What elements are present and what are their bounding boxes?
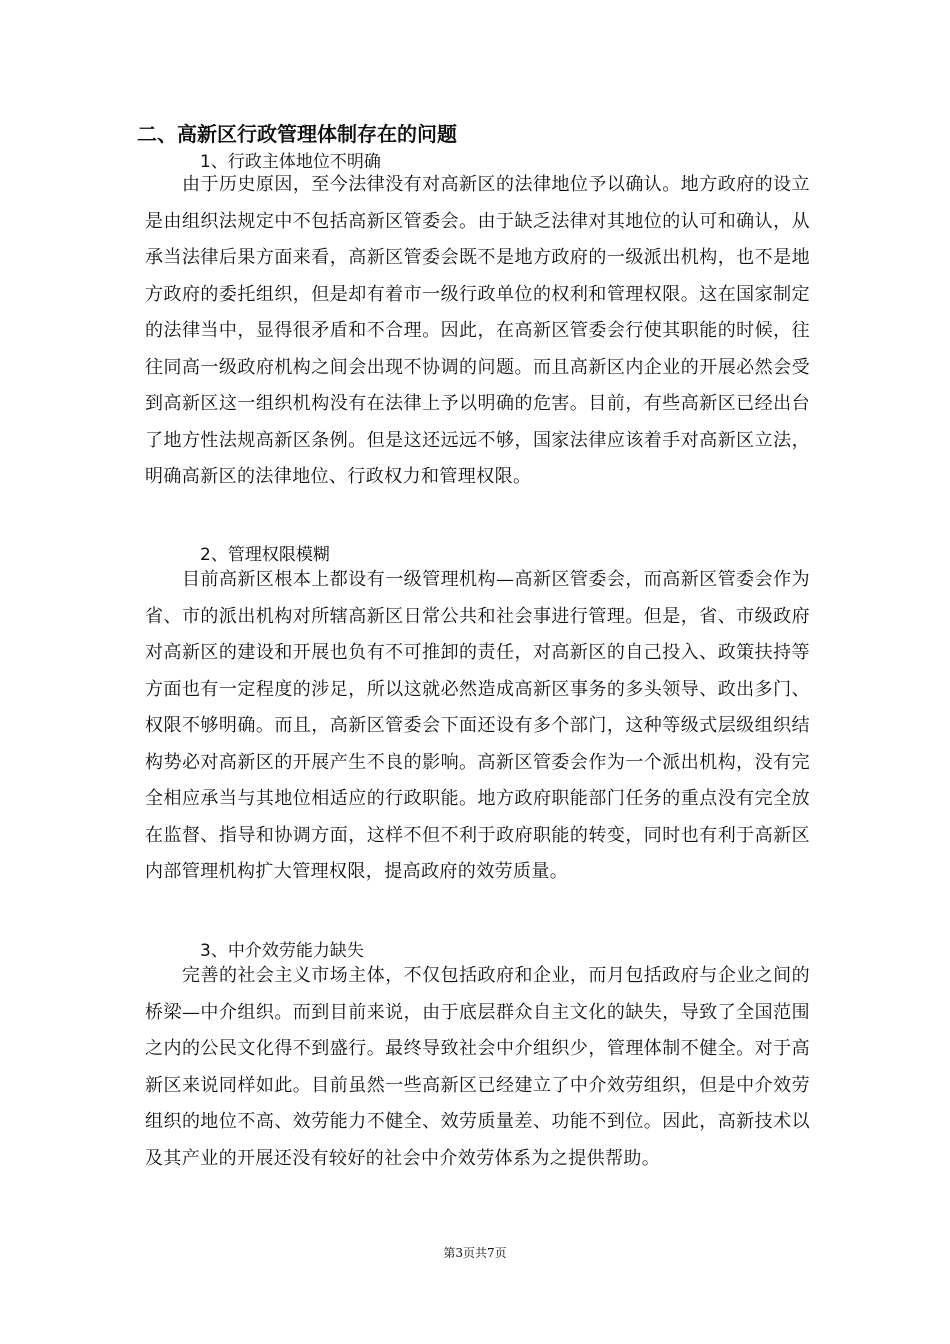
page-footer: 第3页共7页	[443, 1246, 507, 1260]
subheading-2: 2、管理权限模糊	[200, 545, 330, 565]
subheading-3: 3、中介效劳能力缺失	[200, 941, 364, 961]
paragraph-1: 由于历史原因，至今法律没有对高新区的法律地位予以确认。地方政府的设立是由组织法规定中不包括高新区管委会。由于缺乏法律对其地位的认可和确认，从承当法律后果方面来看，高新区管委会既不是地方政府的一级派出机构，也不是地方政府的委托组织，但是却有着市一级行政单位的权利和管理权限。这在国家制定的法律当中，显得很矛盾和不合理。因此，在高新区管委会行使其职能的时候，往往同高一级政府机构之间会出现不协调的问题。而且高新区内企业的开展必然会受到高新区这一组织机构没有在法律上予以明确的危害。目前，有些高新区已经出台了地方性法规高新区条例。但是这还远远不够，国家法律应该着手对高新区立法，明确高新区的法律地位、行政权力和管理权限。	[145, 174, 810, 487]
subheading-1: 1、行政主体地位不明确	[200, 152, 381, 172]
paragraph-3: 完善的社会主义市场主体，不仅包括政府和企业，而月包括政府与企业之间的桥梁—中介组织。而到目前来说，由于底层群众自主文化的缺失，导致了全国范围之内的公民文化得不到盛行。最终导致社会中介组织少，管理体制不健全。对于高新区来说同样如此。目前虽然一些高新区已经建立了中介效劳组织，但是中介效劳组织的地位不高、效劳能力不健全、效劳质量差、功能不到位。因此，高新技术以及其产业的开展还没有较好的社会中介效劳体系为之提供帮助。	[145, 965, 810, 1169]
section-heading: 二、高新区行政管理体制存在的问题	[137, 122, 457, 146]
paragraph-2: 目前高新区根本上都设有一级管理机构—高新区管委会，而高新区管委会作为省、市的派出机构对所辖高新区日常公共和社会事进行管理。但是，省、市级政府对高新区的建设和开展也负有不可推卸的责任，对高新区的自己投入、政策扶持等方面也有一定程度的涉足，所以这就必然造成高新区事务的多头领导、政出多门、权限不够明确。而且，高新区管委会下面还设有多个部门，这种等级式层级组织结构势必对高新区的开展产生不良的影响。高新区管委会作为一个派出机构，没有完全相应承当与其地位相适应的行政职能。地方政府职能部门任务的重点没有完全放在监督、指导和协调方面，这样不但不利于政府职能的转变，同时也有利于高新区内部管理机构扩大管理权限，提高政府的效劳质量。	[145, 569, 810, 882]
